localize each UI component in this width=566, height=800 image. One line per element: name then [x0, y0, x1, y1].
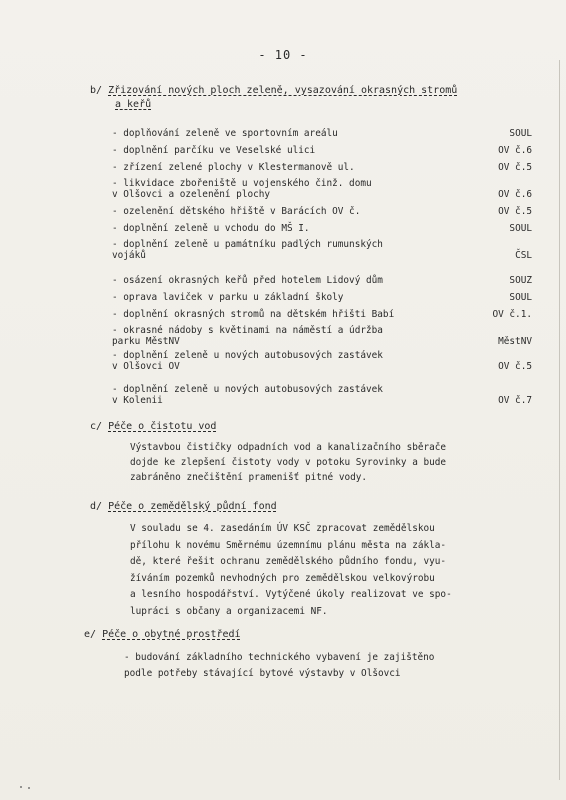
list-item	[112, 145, 532, 156]
list-item-text: - doplnění parčíku ve Veselské ulici	[112, 145, 316, 156]
list-item-text: - osázení okrasných keřů před hotelem Lidový dům	[112, 275, 383, 286]
section-d-heading	[90, 500, 277, 514]
section-d-title: Péče o zemědělský půdní fond	[108, 501, 277, 512]
list-item-org: OV č.6	[498, 145, 532, 156]
section-e-letter: e/	[84, 629, 97, 640]
list-item	[112, 275, 532, 286]
list-item-text: - okrasné nádoby s květinami na náměstí a údržba parku MěstNV	[112, 325, 383, 347]
list-item-org: OV č.5	[498, 361, 532, 372]
section-b-letter: b/	[90, 85, 103, 96]
section-c-heading	[90, 420, 216, 434]
list-item	[112, 239, 532, 261]
list-item-org: OV č.6	[498, 189, 532, 200]
section-e-item: - budování základního technického vybavení je zajištěno podle potřeby stávající bytové výstavby v Olšovci	[124, 652, 435, 679]
section-c-title: Péče o čistotu vod	[108, 421, 217, 432]
section-b-heading	[90, 84, 457, 98]
list-item-text: - doplnění zeleně u nových autobusových zastávek v Kolenii	[112, 384, 383, 406]
list-item	[112, 178, 532, 200]
list-item-org: SOUL	[509, 292, 532, 303]
list-item-org: OV č.5	[498, 206, 532, 217]
list-item-text: - doplnění zeleně u vchodu do MŠ I.	[112, 223, 310, 234]
list-item-text: - oprava laviček v parku u základní školy	[112, 292, 344, 303]
section-e-heading	[84, 628, 241, 642]
section-e-title: Péče o obytné prostředí	[102, 629, 241, 640]
list-item	[112, 128, 532, 139]
scan-edge-shadow	[559, 60, 560, 780]
section-d-letter: d/	[90, 501, 103, 512]
list-item-org: OV č.7	[498, 395, 532, 406]
list-item	[112, 325, 532, 347]
section-c-letter: c/	[90, 421, 103, 432]
list-item-text: - doplnění zeleně u památníku padlých rumunských vojáků	[112, 239, 383, 261]
list-item-text: - doplnění okrasných stromů na dětském hřišti Babí	[112, 309, 395, 320]
list-item	[112, 206, 532, 217]
list-item-org: MěstNV	[498, 336, 532, 347]
list-item-text: - doplňování zeleně ve sportovním areálu	[112, 128, 338, 139]
list-item-org: SOUL	[509, 223, 532, 234]
list-item	[112, 292, 532, 303]
scan-speck	[28, 787, 30, 789]
section-b-title-line2: a keřů	[115, 99, 152, 110]
section-b-heading-cont	[115, 98, 151, 112]
list-item-org: ČSL	[515, 250, 532, 261]
list-item-org: SOUZ	[509, 275, 532, 286]
section-c-body: Výstavbou čističky odpadních vod a kanalizačního sběrače dojde ke zlepšení čistoty vody v potoku Syrovinky a bude zabráněno znečištění pramenišť pitné vody.	[130, 442, 447, 483]
section-b-title-line1: Zřizování nových ploch zeleně, vysazování okrasných stromů	[108, 85, 458, 96]
list-item-text: - doplnění zeleně u nových autobusových zastávek v Olšovci OV	[112, 350, 383, 372]
list-item	[112, 223, 532, 234]
list-item	[112, 309, 532, 320]
section-d-body: V souladu se 4. zasedáním ÚV KSČ zpracovat zemědělskou přílohu k novému Směrnému územnímu plánu města na zákla- dě, které řešit ochranu zemědělského půdního fondu, vyu- žíváním pozemků nevhodných pro zemědělskou velkovýrobu a lesního hospodářství. Vytýčené úkoly realizovat ve spo- lupráci s občany a organizacemi NF.	[130, 523, 452, 617]
list-item-org: SOUL	[509, 128, 532, 139]
list-item-text: - ozelenění dětského hřiště v Barácích OV č.	[112, 206, 361, 217]
list-item	[112, 350, 532, 372]
page-number: - 10 -	[258, 48, 308, 62]
list-item-org: OV č.5	[498, 162, 532, 173]
scan-speck	[20, 786, 22, 788]
list-item	[112, 384, 532, 406]
list-item	[112, 162, 532, 173]
list-item-org: OV č.1.	[492, 309, 532, 320]
list-item-text: - likvidace zbořeniště u vojenského činž. domu v Olšovci a ozelenění plochy	[112, 178, 372, 200]
list-item-text: - zřízení zelené plochy v Klestermanově ul.	[112, 162, 355, 173]
